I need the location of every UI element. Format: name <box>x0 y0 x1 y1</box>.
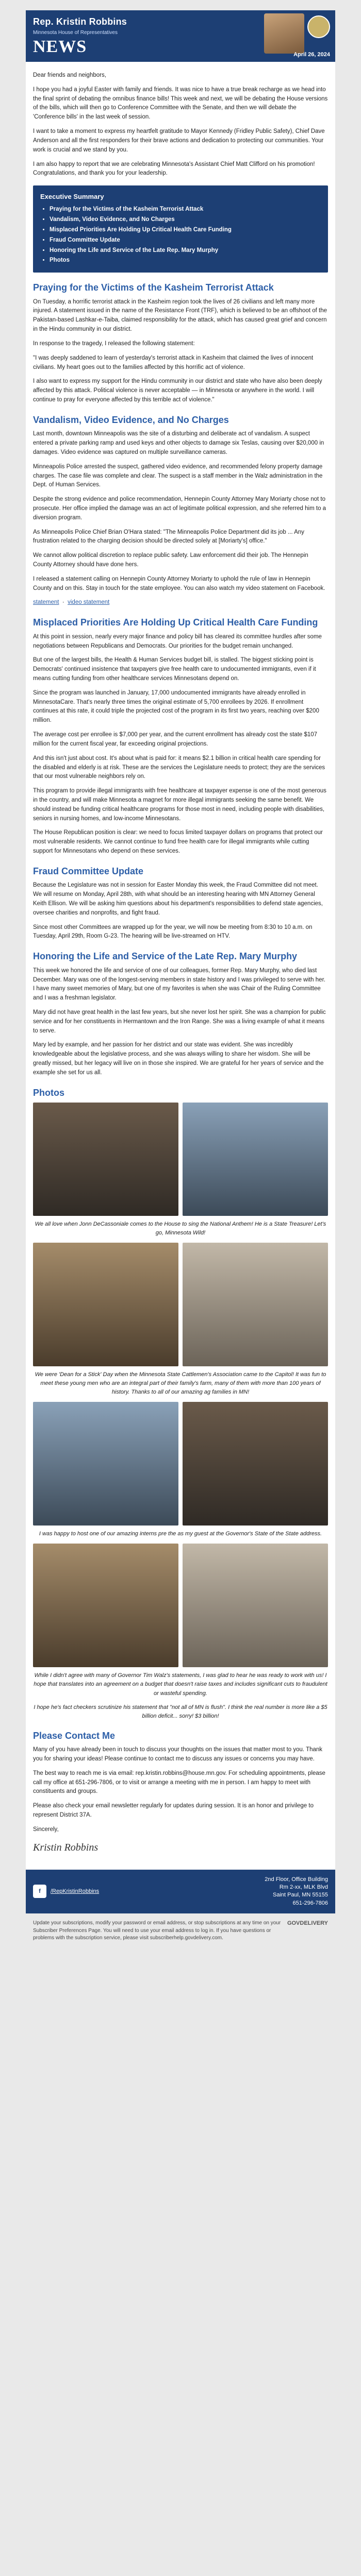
section-para: Minneapolis Police arrested the suspect, gathered video evidence, and recommended felony property damage charges. The case file was complete and clear. The suspect is a staff member in the Walz administration in the Dept. of Human Services. <box>33 463 323 488</box>
office-address <box>265 1876 328 1908</box>
photo <box>33 1544 178 1667</box>
header-subtitle: Minnesota House of Representatives <box>33 30 118 36</box>
section-para: Last month, downtown Minneapolis was the site of a disturbing and deliberate act of vandalism. A suspect entered a private parking ramp and used keys and other objects to damage six Teslas, causing over $20,000 in damages. Video evidence was captured on multiple surveillance cameras. <box>33 431 324 455</box>
photo <box>183 1243 328 1366</box>
section-title: Please Contact Me <box>33 1730 116 1741</box>
exec-item[interactable]: • Misplaced Priorities Are Holding Up Critical Health Care Funding <box>50 226 321 235</box>
govdelivery-logo: GOVDELIVERY <box>287 1920 328 1927</box>
facebook-link[interactable]: /RepKristinRobbins <box>51 1888 100 1895</box>
fine-print <box>26 1913 335 1946</box>
section-para: But one of the largest bills, the Health & Human Services budget bill, is stalled. The biggest sticking point is Democrats' continued insistence that taxpayers give free health care to undocumented immigrants, even if it means cutting funding from other healthcare services Minnesotans depend on. <box>33 657 316 682</box>
state-seal-icon <box>307 15 330 38</box>
photo <box>33 1103 178 1216</box>
section-para: At this point in session, nearly every major finance and policy bill has cleared its committee hurdles after some negotiations between Republicans and Democrats. Our priorities for the budget remain unchanged. <box>33 633 322 649</box>
newsletter-body <box>26 62 335 1870</box>
section-links: statement · video statement <box>33 599 110 606</box>
section-para: The best way to reach me is via email: rep.kristin.robbins@house.mn.gov. For scheduling appointments, please call my office at 651-296-7806, or to visit or arrange a meeting with me in person. I am happy to meet with constituents and groups. <box>33 1770 325 1795</box>
footer-banner <box>26 1870 335 1914</box>
section-para: In response to the tragedy, I released the following statement: <box>33 340 195 347</box>
section-para: And this isn't just about cost. It's about what is paid for: it means $2.1 billion in critical health care spending for the disabled and elderly is at risk. These are the services the Legislature needs to protect; they are the services that our most vulnerable neighbors rely on. <box>33 755 325 780</box>
office-phone: 651-296-7806 <box>292 1900 328 1906</box>
exec-item[interactable]: • Photos <box>50 256 321 265</box>
photo-grid-4 <box>33 1544 328 1667</box>
exec-item[interactable]: • Honoring the Life and Service of the Late Rep. Mary Murphy <box>50 246 321 256</box>
photo <box>33 1402 178 1526</box>
photo-grid-2 <box>33 1243 328 1366</box>
section-title: Fraud Committee Update <box>33 866 144 876</box>
section-para: The average cost per enrollee is $7,000 per year, and the current enrollment has already cost the state $107 million for the current fiscal year, far exceeding original projections. <box>33 732 318 747</box>
photo-caption: While I didn't agree with many of Governor Tim Walz's statements, I was glad to hear he was ready to work with us! I hope that translates into an agreement on a budget that doesn't raise taxes and includes significant cuts to fraudulent or wasteful spending. <box>34 1672 327 1697</box>
photo <box>33 1243 178 1366</box>
section-title: Photos <box>33 1087 64 1098</box>
section-para: Because the Legislature was not in session for Easter Monday this week, the Fraud Committee did not meet. We will resume on Monday, April 28th, with what should be an interesting hearing with MN Attorney General Keith Ellison. We will be asking him questions about his department's responsibilities to defend state agencies, oversee charities and nonprofits, and fight fraud. <box>33 882 323 916</box>
section-para: Despite the strong evidence and police recommendation, Hennepin County Attorney Mary Moriarty chose not to prosecute. Her office implied the damage was an act of legitimate political expression, and she referred him to a diversion program. <box>33 496 326 521</box>
section-para: The House Republican position is clear: we need to focus limited taxpayer dollars on programs that protect our most vulnerable residents. We cannot continue to fund free health care for illegal immigrants while cutting support for Minnesotans who depend on these services. <box>33 829 323 855</box>
photo <box>183 1544 328 1667</box>
section-para: I released a statement calling on Hennepin County Attorney Moriarty to uphold the rule of law in Hennepin County and on this. Stay in touch for the state employee. You can also watch my video statement on Facebook. <box>33 575 325 591</box>
section-para: Mary led by example, and her passion for her district and our state was evident. She was incredibly knowledgeable about the legislative process, and she was always willing to share her wisdom. She will be greatly missed, but her legacy will live on in those she inspired. We are grateful for her years of service and the example she set for us all. <box>33 1042 324 1076</box>
section-para: I also want to express my support for the Hindu community in our district and state who have also been deeply affected by this attack. Political violence is never acceptable — in Minnesota or anywhere in the world. I will continue to pray for everyone affected by this terrible act of violence." <box>33 378 322 403</box>
video-statement-link[interactable]: video statement <box>68 599 110 606</box>
section-title: Praying for the Victims of the Kasheim Terrorist Attack <box>33 282 274 293</box>
address-line: 2nd Floor, Office Building <box>265 1876 328 1883</box>
photo-caption: We all love when Jonn DeCassoniale comes to the House to sing the National Anthem! He is a State Treasure! Let's go, Minnesota Wild! <box>35 1221 326 1236</box>
address-line: Rm 2-xx, MLK Blvd <box>279 1884 328 1891</box>
executive-summary <box>33 185 328 273</box>
exec-title: Executive Summary <box>40 193 104 201</box>
section-para: Mary did not have great health in the last few years, but she never lost her spirit. She was a champion for public service and for her constituents in Hermantown and the Iron Range. She was a living example of what it means to serve. <box>33 1009 326 1034</box>
intro-para: I want to take a moment to express my heartfelt gratitude to Mayor Kennedy (Fridley Public Safety), Chief Dave Anderson and all the first responders for their brave actions and dedication to protecting our communities. Your work is crucial and we stand by you. <box>33 128 325 153</box>
intro-para: I am also happy to report that we are celebrating Minnesota's Assistant Chief Matt Clifford on his promotion! Congratulations, and thank you for your leadership. <box>33 161 315 177</box>
section-para: On Tuesday, a horrific terrorist attack in the Kasheim region took the lives of 26 civilians and left many more injured. A statement issued in the name of the Resistance Front (TRF), which is believed to be an offshoot of the Pakistan-based Lashkar-e-Taiba, claimed responsibility for the attack, which has caused great grief and concern in the Hindu community in our district. <box>33 298 327 333</box>
header-banner <box>26 10 335 62</box>
section-para: Since the program was launched in January, 17,000 undocumented immigrants have already enrolled in MinnesotaCare. That's nearly three times the original estimate of 5,700 enrollees by 2026. If enrollment continues at this rate, it could triple the projected cost of the program in its first two years, reaching over $200 million. <box>33 689 319 724</box>
section-para: Sincerely, <box>33 1826 59 1833</box>
section-title: Vandalism, Video Evidence, and No Charges <box>33 414 229 425</box>
statement-link[interactable]: statement <box>33 599 59 606</box>
photo-caption: I was happy to host one of our amazing interns pre the as my guest at the Governor's State of the State address. <box>39 1531 322 1537</box>
exec-item[interactable]: • Fraud Committee Update <box>50 236 321 245</box>
section-para: This program to provide illegal immigrants with free healthcare at taxpayer expense is one of the most generous in the country, and will make Minnesota a magnet for more illegal immigrants seeking the same benefit. We should instead be funding critical healthcare programs for those most in need, including people with disabilities, seniors in nursing homes, and low-income Minnesotans. <box>33 788 326 822</box>
intro-para: Dear friends and neighbors, <box>33 72 106 78</box>
exec-item[interactable]: • Praying for the Victims of the Kasheim Terrorist Attack <box>50 205 321 214</box>
photo-grid-1 <box>33 1103 328 1216</box>
newsletter <box>26 10 335 1946</box>
section-title: Misplaced Priorities Are Holding Up Critical Health Care Funding <box>33 617 318 628</box>
rep-photo <box>264 13 304 54</box>
section-para: As Minneapolis Police Chief Brian O'Hara stated: "The Minneapolis Police Department did its job ... Any frustration related to the charging decision should be directed solely at [Moriarty's] office." <box>33 529 304 545</box>
photo-caption: I hope he's fact checkers scrutinize his statement that "not all of MN is flush". I think the real number is more like a $5 billion deficit... sorry! $3 billion! <box>34 1704 327 1719</box>
photo-grid-3 <box>33 1402 328 1526</box>
header-date: April 26, 2024 <box>293 52 330 58</box>
section-para: This week we honored the life and service of one of our colleagues, former Rep. Mary Murphy, who died last December. Mary was one of the longest-serving members in state history and I was privileged to serve with her. I have many sweet memories of Mary, but one of my favorites is when she was Chair of the Ruling Committee and I was a freshman legislator. <box>33 967 325 1002</box>
section-para: "I was deeply saddened to learn of yesterday's terrorist attack in Kasheim that claimed the lives of innocent civilians. My heart goes out to the families affected by this horrific act of violence. <box>33 354 314 370</box>
news-title: NEWS <box>33 37 87 56</box>
address-line: Saint Paul, MN 55155 <box>272 1892 328 1899</box>
photo <box>183 1402 328 1526</box>
intro-para: I hope you had a joyful Easter with family and friends. It was nice to have a true break recharge as we head into the final sprint of debating the omnibus finance bills! This week and next, we will be debating the House versions of the bills, which will then go to Conference Committee with the Senate, and then we will debate the 'Conference bills' in the last week of session. <box>33 86 328 121</box>
facebook-icon[interactable]: f <box>33 1885 46 1898</box>
section-para: Many of you have already been in touch to discuss your thoughts on the issues that matter most to you. Thank you for sharing your ideas! Please continue to contact me to discuss any issues or concerns you may have. <box>33 1747 323 1762</box>
subscription-text: Update your subscriptions, modify your password or email address, or stop subscriptions at any time on your Subscriber Preferences Page. You will need to use your email address to log in. If you have questions or problems with the subscription service, please visit subscriberhelp.govdelivery.com. <box>33 1920 281 1941</box>
rep-name: Rep. Kristin Robbins <box>33 16 127 27</box>
signature: Kristin Robbins <box>33 1841 99 1853</box>
exec-item[interactable]: • Vandalism, Video Evidence, and No Charges <box>50 215 321 225</box>
photo <box>183 1103 328 1216</box>
photo-caption: We were 'Dean for a Stick' Day when the Minnesota State Cattlemen's Association came to the Capitol! It was fun to meet these young men who are an integral part of their family's farm, many of them with more than 100 years of history. Thanks to all of our amazing ag families in MN! <box>35 1371 326 1396</box>
section-para: Please also check your email newsletter regularly for updates during session. It is an honor and privilege to represent District 37A. <box>33 1803 314 1819</box>
section-para: Since most other Committees are wrapped up for the year, we will now be meeting from 8:30 to 10 a.m. on Tuesday, April 29th, Room G-23. The hearing will be live-streamed on HTV. <box>33 924 313 940</box>
section-para: We cannot allow political discretion to replace public safety. Law enforcement did their job. The Hennepin County Attorney should have done hers. <box>33 552 308 568</box>
section-title: Honoring the Life and Service of the Late Rep. Mary Murphy <box>33 951 298 962</box>
